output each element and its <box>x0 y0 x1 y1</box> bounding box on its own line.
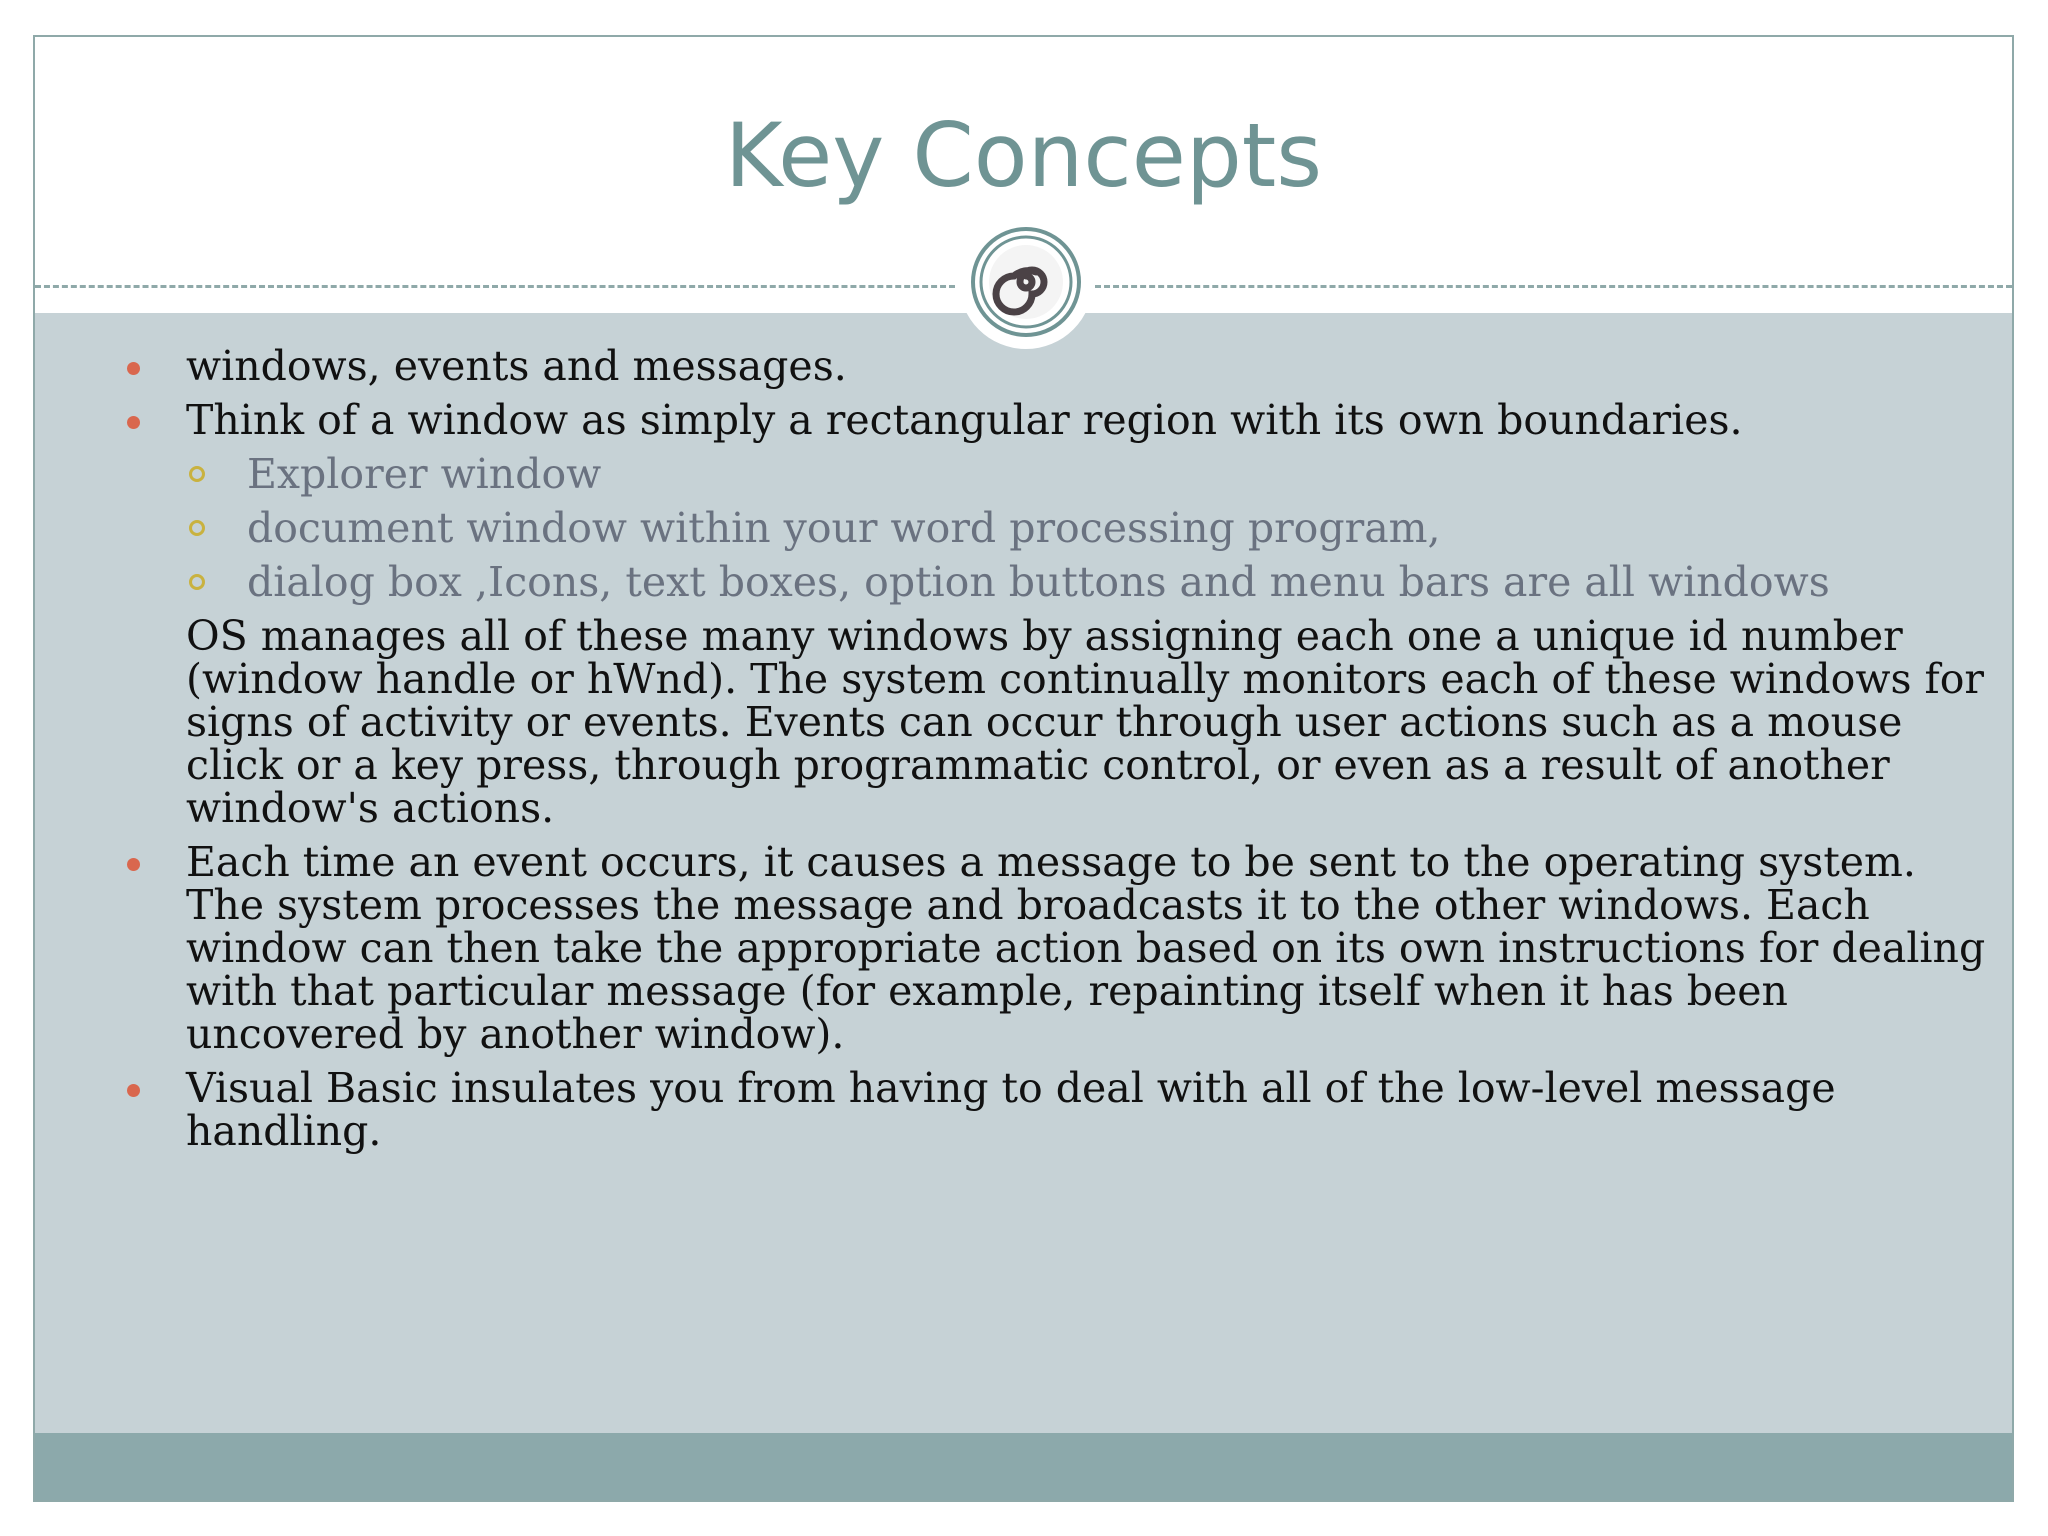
bullet-text: Each time an event occurs, it causes a message to be sent to the operating system. The system processes the message and broadcasts it to the other windows. Each window can then take the appropriate action based on its own instructions for dealing with that particular message (for example, repainting itself when it has been uncovered by another window). <box>186 838 1986 1058</box>
bullet-item <box>95 396 1995 444</box>
slide-title: Key Concepts <box>724 104 1323 207</box>
sub-bullet-text: document window within your word processing program, <box>247 504 1441 552</box>
bullet-item <box>95 1064 1995 1155</box>
hollow-circle-icon <box>189 466 205 482</box>
sub-bullet-item <box>95 504 1995 552</box>
bullet-dot-icon <box>127 1084 140 1097</box>
sub-bullet-item <box>95 450 1995 498</box>
hollow-circle-icon <box>189 520 205 536</box>
spiral-emblem-icon <box>969 225 1083 339</box>
sub-bullet-text: dialog box ,Icons, text boxes, option buttons and menu bars are all windows <box>247 558 1830 606</box>
title-divider-left <box>35 285 955 288</box>
slide-body <box>95 342 1995 1164</box>
hollow-circle-icon <box>189 574 205 590</box>
bullet-dot-icon <box>127 858 140 871</box>
bullet-text: Visual Basic insulates you from having to deal with all of the low-level message handling. <box>186 1064 1836 1155</box>
bullet-item <box>95 342 1995 390</box>
bullet-dot-icon <box>127 362 140 375</box>
bullet-item <box>95 838 1995 1058</box>
bullet-text: windows, events and messages. <box>186 342 847 390</box>
slide <box>33 35 2014 1502</box>
sub-bullet-text: Explorer window <box>247 450 602 498</box>
paragraph-text: OS manages all of these many windows by assigning each one a unique id number (window handle or hWnd). The system continually monitors each of these windows for signs of activity or events. Events can occur through user actions such as a mouse click or a key press, through programmatic control, or even as a result of another window's actions. <box>186 612 1984 832</box>
bullet-text: Think of a window as simply a rectangular region with its own boundaries. <box>186 396 1743 444</box>
footer-band <box>35 1433 2012 1502</box>
bullet-dot-icon <box>127 416 140 429</box>
title-divider-right <box>1095 285 2012 288</box>
sub-bullet-item <box>95 558 1995 606</box>
paragraph <box>95 612 1995 832</box>
